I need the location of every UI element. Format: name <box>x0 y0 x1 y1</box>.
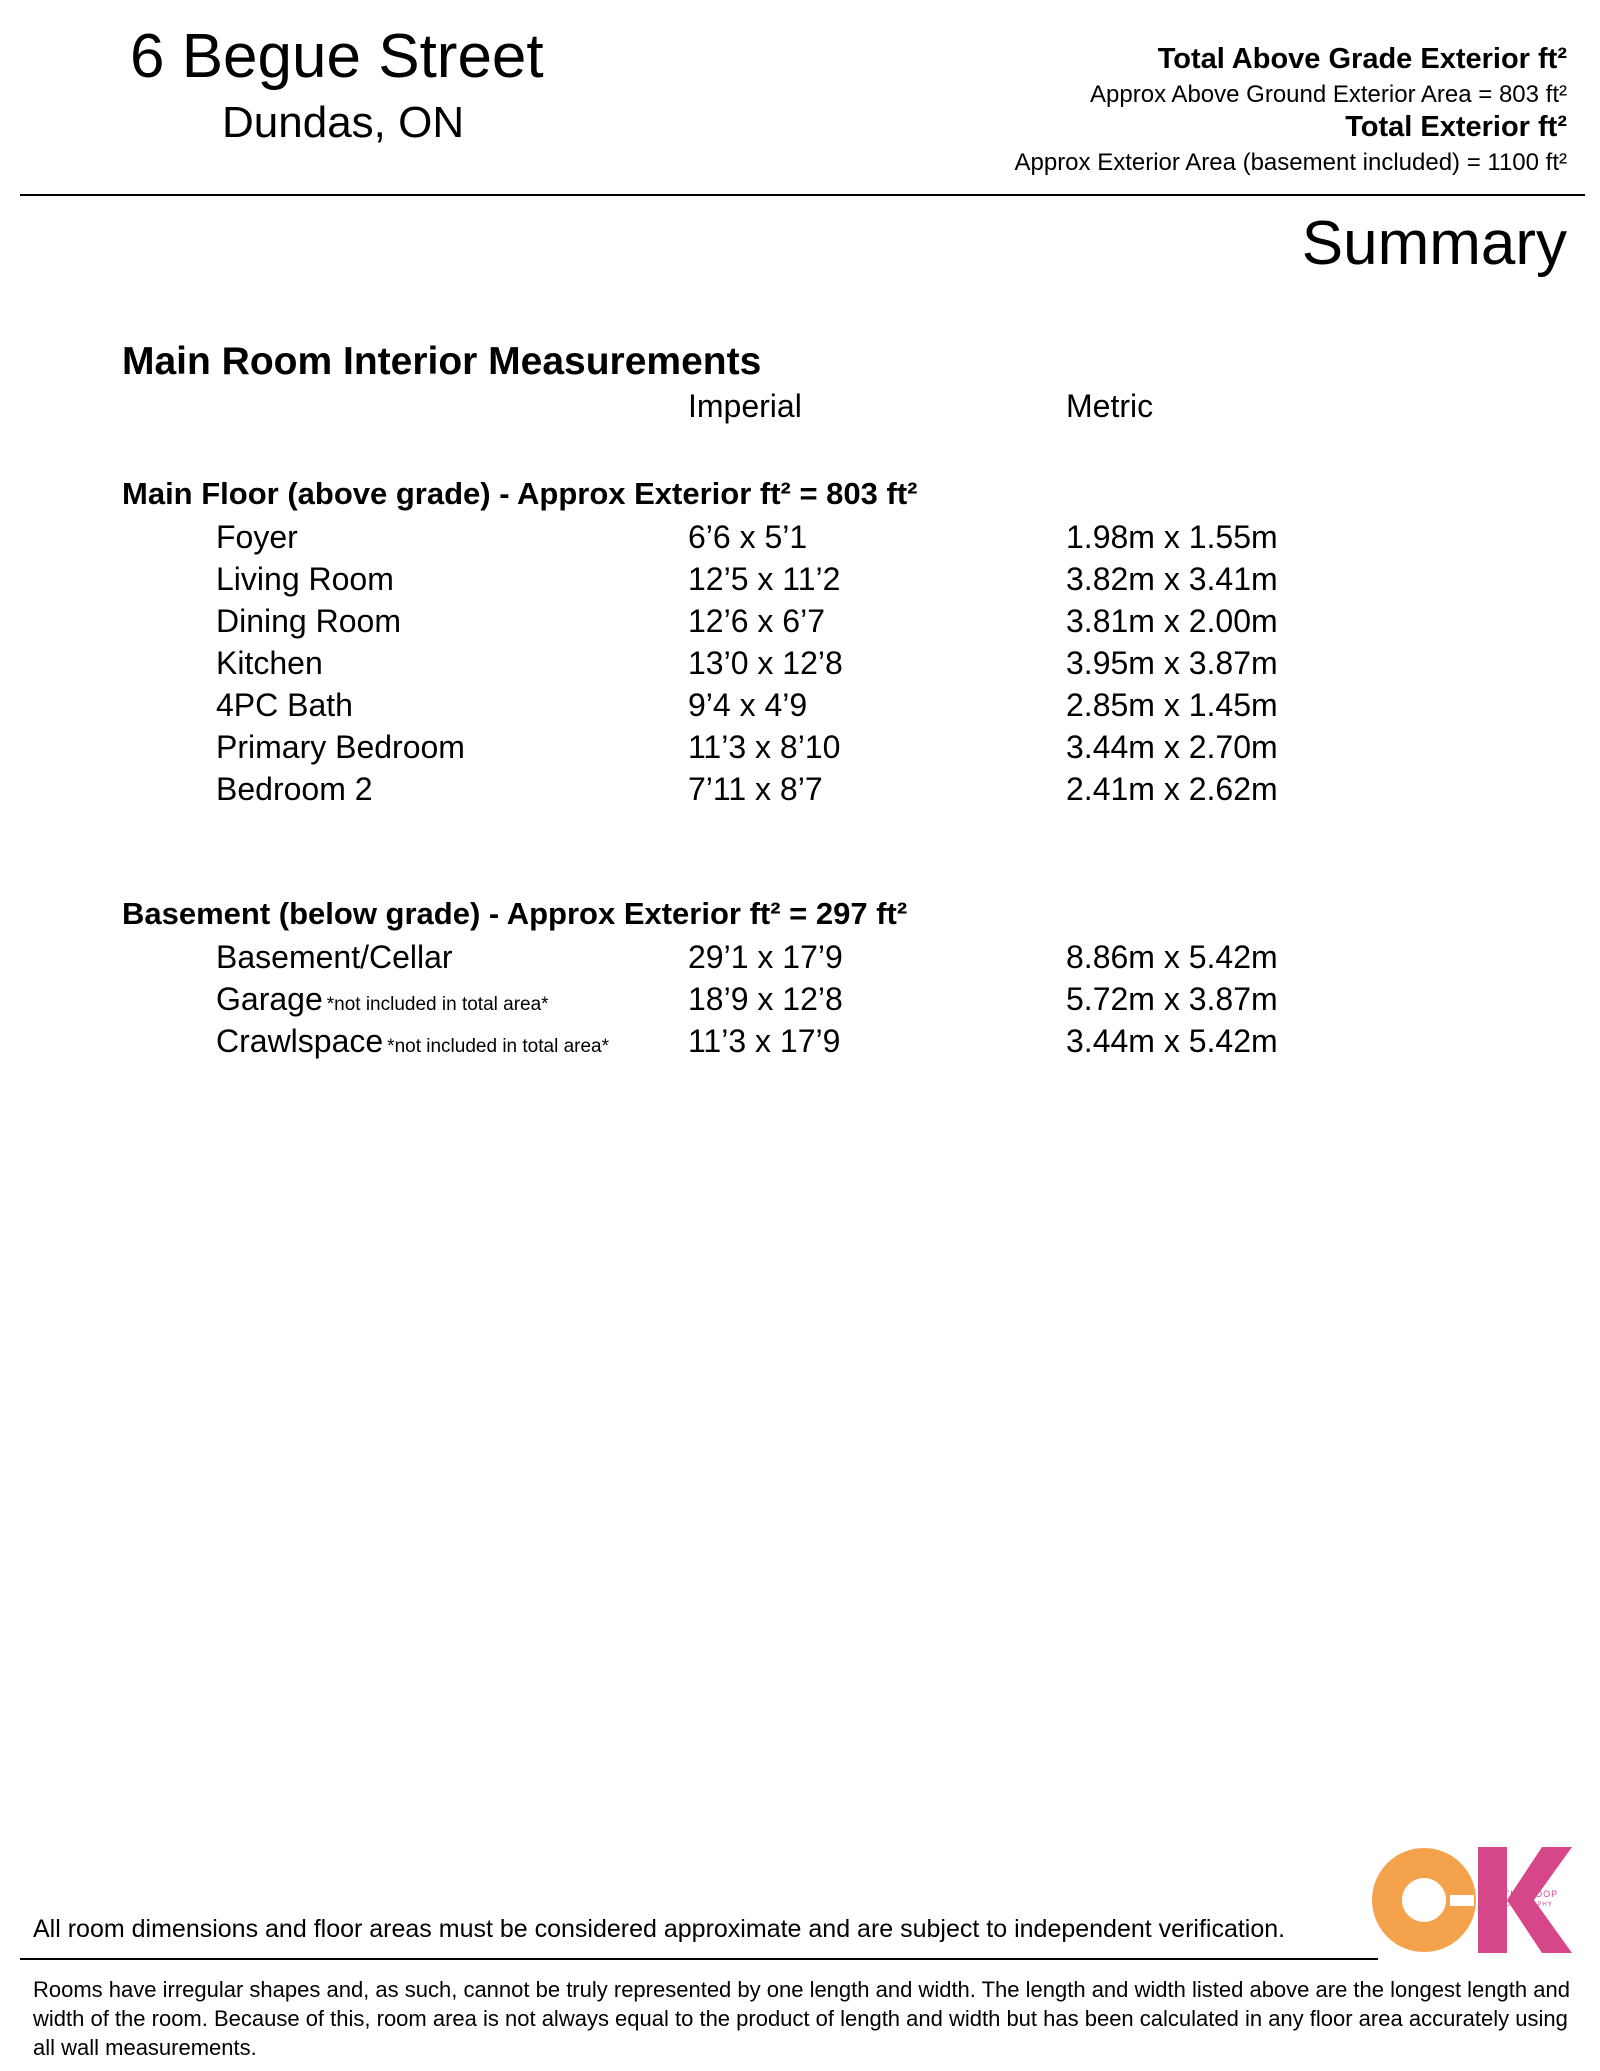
cathy-koop-photography-logo <box>1372 1845 1572 1955</box>
room-metric: 3.82m x 3.41m <box>1066 561 1278 597</box>
room-name: Crawlspace *not included in total area* <box>216 1023 609 1059</box>
room-imperial: 6’6 x 5’1 <box>688 519 808 555</box>
basement-title: Basement (below grade) - Approx Exterior ft² = 297 ft² <box>122 896 908 931</box>
room-imperial: 18’9 x 12’8 <box>688 981 843 1017</box>
room-imperial: 13’0 x 12’8 <box>688 645 843 681</box>
exterior-area: Approx Exterior Area (basement included) = 1100 ft² <box>1014 149 1567 176</box>
property-street: 6 Begue Street <box>130 22 544 91</box>
page-title: Summary <box>1301 209 1567 278</box>
room-name: Bedroom 2 <box>216 771 373 807</box>
fine-print: Rooms have irregular shapes and, as such, cannot be truly represented by one length and width. The length and width listed above are the longest length and width of the room. Because of this, room area is not always equal to the product of length and width but has been calculated in any floor area accurately using all wall measurements. <box>33 1977 1570 2060</box>
total-exterior-label: Total Exterior ft² <box>1345 111 1567 143</box>
room-metric: 3.44m x 2.70m <box>1066 729 1278 765</box>
room-imperial: 11’3 x 8’10 <box>688 729 841 765</box>
room-imperial: 12’5 x 11’2 <box>688 561 841 597</box>
table-row <box>0 521 1600 563</box>
table-row <box>0 647 1600 689</box>
room-note: *not included in total area* <box>387 1036 609 1057</box>
room-imperial: 9’4 x 4’9 <box>688 687 808 723</box>
room-name: Primary Bedroom <box>216 729 465 765</box>
table-row <box>0 605 1600 647</box>
disclaimer: All room dimensions and floor areas must be considered approximate and are subject to independent verification. <box>33 1915 1286 1943</box>
room-name: Dining Room <box>216 603 401 639</box>
room-note: *not included in total area* <box>326 994 549 1015</box>
room-imperial: 12’6 x 6’7 <box>688 603 825 639</box>
logo-text-name: CATHY KOOP <box>1489 1889 1559 1899</box>
total-above-grade-label: Total Above Grade Exterior ft² <box>1157 43 1567 75</box>
room-name: Foyer <box>216 519 298 555</box>
footer-divider <box>20 1958 1378 1960</box>
room-metric: 1.98m x 1.55m <box>1066 519 1278 555</box>
room-metric: 2.85m x 1.45m <box>1066 687 1278 723</box>
measurements-title: Main Room Interior Measurements <box>122 340 762 383</box>
room-name: Garage *not included in total area* <box>216 981 549 1017</box>
room-imperial: 11’3 x 17’9 <box>688 1023 841 1059</box>
room-imperial: 7’11 x 8’7 <box>688 771 823 807</box>
room-metric: 2.41m x 2.62m <box>1066 771 1278 807</box>
room-name: Basement/Cellar <box>216 939 453 975</box>
room-metric: 3.95m x 3.87m <box>1066 645 1278 681</box>
room-imperial: 29’1 x 17’9 <box>688 939 843 975</box>
table-row <box>0 1025 1600 1067</box>
logo-pink-k-stem <box>1478 1847 1507 1953</box>
main-floor-title: Main Floor (above grade) - Approx Exterior ft² = 803 ft² <box>122 476 918 511</box>
room-metric: 5.72m x 3.87m <box>1066 981 1278 1017</box>
room-name: Living Room <box>216 561 394 597</box>
header-divider <box>20 194 1585 196</box>
table-row <box>0 731 1600 773</box>
table-row <box>0 563 1600 605</box>
room-metric: 3.44m x 5.42m <box>1066 1023 1278 1059</box>
column-header-metric: Metric <box>1066 388 1154 424</box>
table-row <box>0 773 1600 815</box>
table-row <box>0 983 1600 1025</box>
room-metric: 3.81m x 2.00m <box>1066 603 1278 639</box>
above-ground-area: Approx Above Ground Exterior Area = 803 ft² <box>1090 81 1567 108</box>
property-city: Dundas, ON <box>222 98 465 147</box>
room-metric: 8.86m x 5.42m <box>1066 939 1278 975</box>
table-row <box>0 689 1600 731</box>
table-row <box>0 941 1600 983</box>
logo-orange-ring <box>1387 1863 1461 1937</box>
logo-text-tagline: PHOTOGRAPHY <box>1495 1902 1553 1908</box>
column-header-imperial: Imperial <box>688 388 802 424</box>
room-name: 4PC Bath <box>216 687 353 723</box>
room-name: Kitchen <box>216 645 323 681</box>
